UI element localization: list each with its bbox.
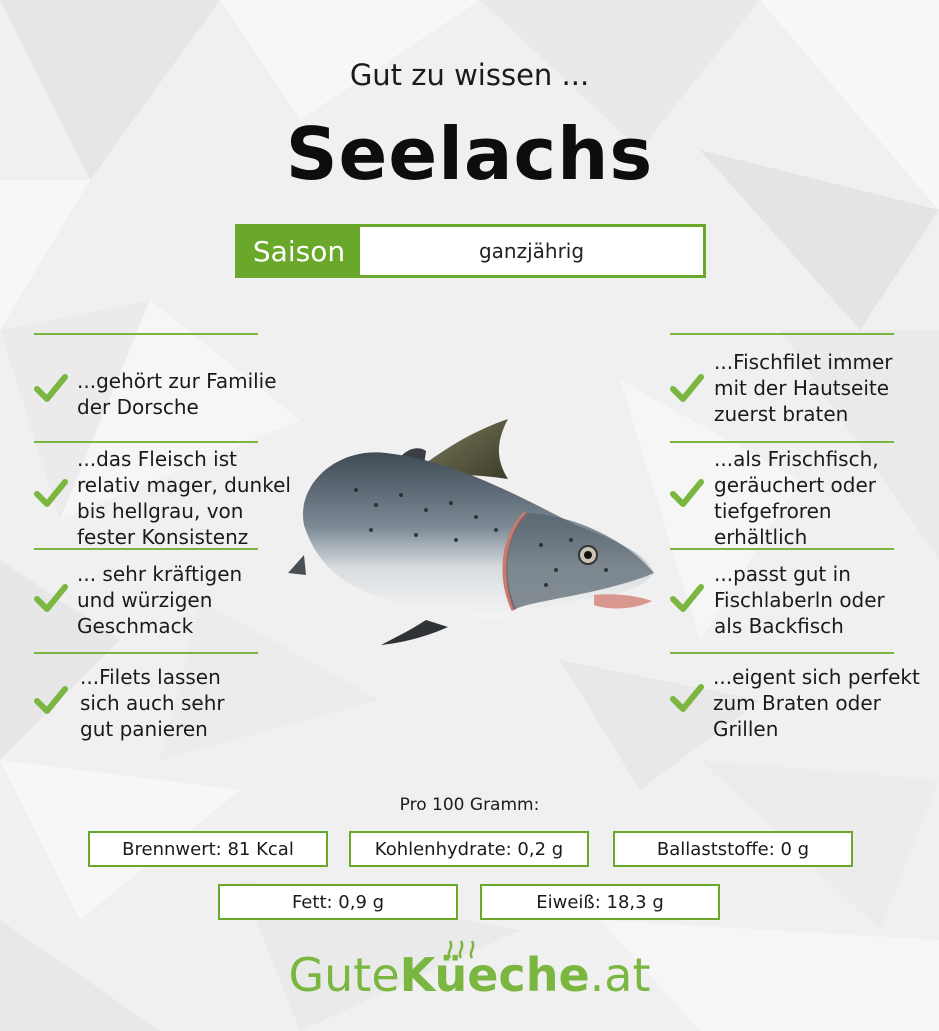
check-icon [34, 583, 68, 613]
nutrition-protein: Eiweiß: 18,3 g [480, 884, 720, 920]
divider [670, 333, 894, 335]
divider [34, 333, 258, 335]
season-label: Saison [238, 227, 360, 275]
fact-left-1: ...gehört zur Familie der Dorsche [77, 369, 277, 419]
check-icon [34, 685, 68, 715]
fact-left-3: ... sehr kräftigen und würzigen Geschmack [77, 562, 243, 638]
logo-part2: Küeche [399, 948, 590, 1002]
logo-part1: Gute [288, 948, 400, 1002]
divider [670, 441, 894, 443]
check-icon [34, 478, 68, 508]
season-box [235, 224, 706, 278]
nutrition-energy: Brennwert: 81 Kcal [88, 831, 328, 867]
fact-right-2: ...als Frischfisch, geräuchert oder tiefgefroren erhältlich [714, 447, 879, 549]
page-title: Seelachs [285, 112, 654, 196]
check-icon [34, 373, 68, 403]
nutrition-fiber: Ballaststoffe: 0 g [613, 831, 853, 867]
nutrition-fat: Fett: 0,9 g [218, 884, 458, 920]
fish-image [276, 405, 661, 655]
check-icon [670, 478, 704, 508]
fact-left-2: ...das Fleisch ist relativ mager, dunkel bis hellgrau, von fester Konsistenz [77, 447, 291, 549]
fact-right-3: ...passt gut in Fischlaberln oder als Backfisch [714, 562, 885, 638]
fact-right-4: ...eigent sich perfekt zum Braten oder Grillen [713, 665, 920, 741]
nutrition-heading: Pro 100 Gramm: [399, 795, 540, 815]
fact-right-1: ...Fischfilet immer mit der Hautseite zuerst braten [714, 350, 893, 426]
page-subtitle: Gut zu wissen ... [349, 58, 590, 92]
season-value: ganzjährig [478, 239, 585, 263]
check-icon [670, 583, 704, 613]
divider [670, 652, 894, 654]
divider [34, 441, 258, 443]
fact-left-4: ...Filets lassen sich auch sehr gut panieren [80, 665, 225, 741]
brand-logo [0, 948, 939, 1002]
check-icon [670, 683, 704, 713]
logo-part3: .at [589, 948, 651, 1002]
check-icon [670, 373, 704, 403]
nutrition-carbs: Kohlenhydrate: 0,2 g [349, 831, 589, 867]
divider [34, 652, 258, 654]
